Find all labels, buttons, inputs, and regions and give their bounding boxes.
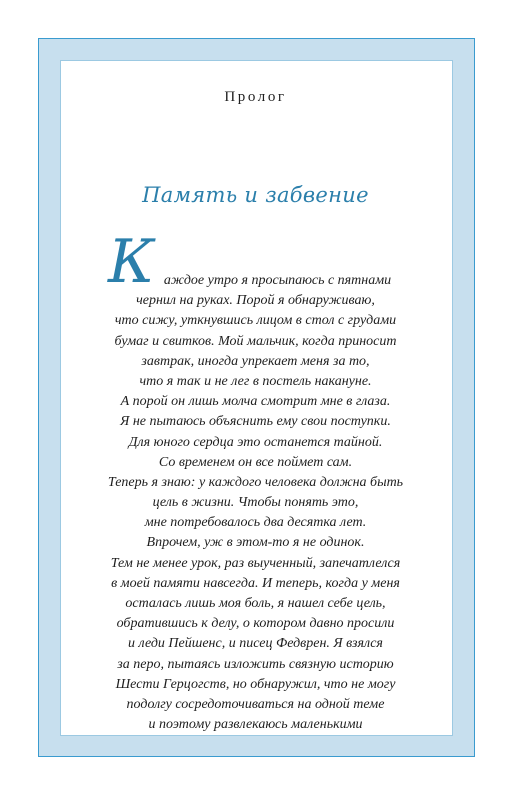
text-line: аждое утро я просыпаюсь с пятнами bbox=[163, 273, 392, 288]
text-line: завтрак, иногда упрекает меня за то, bbox=[141, 353, 370, 369]
text-line: А порой он лишь молча смотрит мне в глаза. bbox=[120, 394, 391, 410]
text-line: Теперь я знаю: у каждого человека должна быть bbox=[107, 474, 404, 490]
text-line: осталась лишь моя боль, я нашел себе цель, bbox=[125, 596, 386, 611]
text-line: мне потребовалось два десятка лет. bbox=[144, 515, 367, 531]
chapter-title: Память и забвение bbox=[142, 183, 369, 207]
text-line: в моей памяти навсегда. И теперь, когда у меня bbox=[111, 575, 400, 591]
text-line: и поэтому развлекаюсь маленькими bbox=[148, 717, 363, 733]
body-text bbox=[0, 271, 511, 735]
text-line: чернил на руках. Порой я обнаруживаю, bbox=[136, 293, 375, 309]
text-line: Шести Герцогств, но обнаружил, что не могу bbox=[115, 676, 396, 692]
text-line: за перо, пытаясь изложить связную историю bbox=[117, 656, 394, 672]
text-line: Я не пытаюсь объяснить ему свои поступки. bbox=[120, 414, 391, 430]
text-line: Со временем он все поймет сам. bbox=[158, 454, 353, 470]
text-line: что сижу, уткнувшись лицом в стол с грудами bbox=[114, 313, 397, 329]
text-line: Для юного сердца это останется тайной. bbox=[128, 434, 383, 450]
text-line: Тем не менее урок, раз выученный, запечатлелся bbox=[110, 555, 401, 571]
text-line: Впрочем, уж в этом-то я не одинок. bbox=[146, 535, 365, 551]
text-line: и леди Пейшенс, и писец Федврен. Я взялся bbox=[128, 636, 383, 652]
chapter-label: Пролог bbox=[224, 89, 287, 105]
text-line: подолгу сосредоточиваться на одной теме bbox=[126, 696, 385, 712]
text-line: цель в жизни. Чтобы понять это, bbox=[152, 495, 359, 511]
text-line: бумаг и свитков. Мой мальчик, когда приносит bbox=[114, 333, 397, 349]
text-line: обратившись к делу, о котором давно просили bbox=[116, 616, 395, 632]
text-line: что я так и не лег в постель накануне. bbox=[139, 373, 372, 389]
drop-cap: К bbox=[108, 227, 155, 297]
